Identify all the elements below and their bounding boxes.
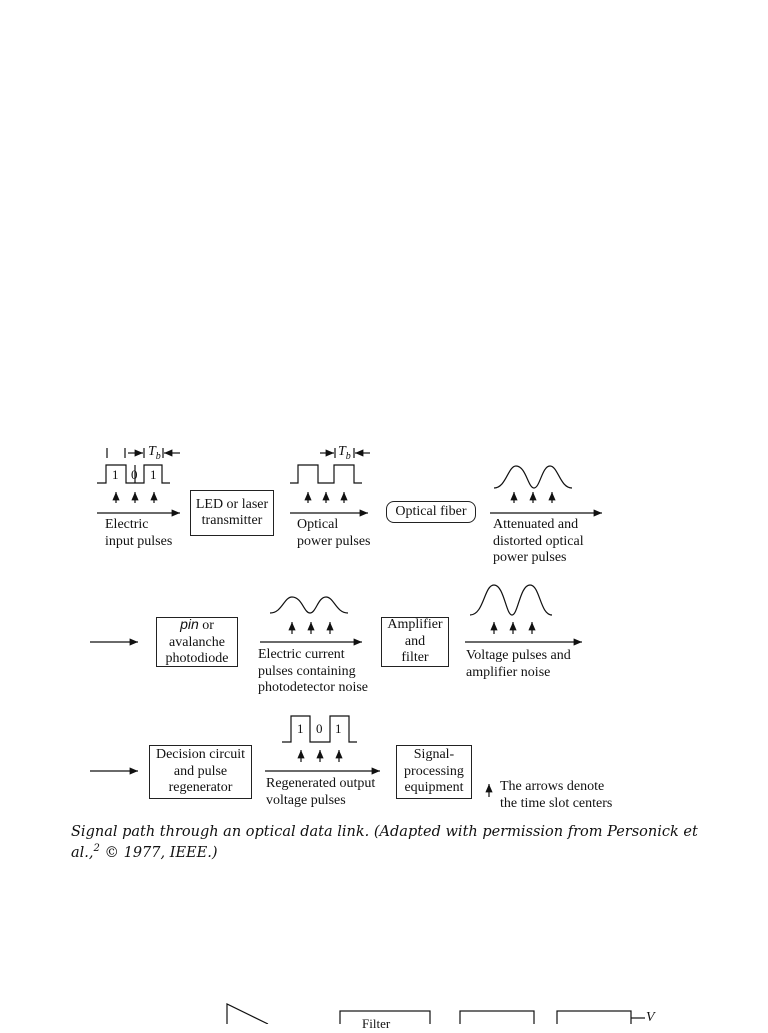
optical-pulses-label: Optical power pulses [297, 517, 371, 549]
current-pulses-label: Electric current pulses containing photodetector noise [258, 647, 369, 695]
input-bit-1: 1 [112, 467, 119, 482]
regenerated-label: Regenerated output voltage pulses [266, 776, 376, 808]
figure-caption: Signal path through an optical data link. (Adapted with permission from Personick et al.,$^2$ © 1977, IEEE.) [71, 824, 698, 861]
bottom-box-3 [557, 1011, 631, 1024]
bottom-v-label: V [646, 1010, 655, 1025]
bottom-filter-label: Filter [362, 1016, 391, 1031]
attenuated-waveform [494, 466, 572, 488]
photodiode-box: pin or avalanche photodiode [156, 617, 238, 667]
amplifier-box: Amplifier and filter [381, 617, 449, 667]
optical-pulse-train [290, 465, 362, 483]
decision-box: Decision circuit and pulse regenerator [149, 745, 252, 799]
transmitter-box: LED or laser transmitter [190, 490, 274, 536]
voltage-pulses-label: Voltage pulses and amplifier noise [466, 648, 571, 680]
legend-label: The arrows denote the time slot centers [500, 779, 613, 811]
attenuated-label: Attenuated and distorted optical power pulses [493, 517, 584, 565]
input-bit-1b: 1 [150, 467, 157, 482]
input-bit-0: 0 [131, 467, 138, 482]
current-waveform [270, 597, 348, 613]
tb-label: $T_b$ [148, 444, 161, 462]
amplifier-triangle-fragment [227, 1004, 268, 1024]
voltage-waveform [470, 585, 552, 615]
regen-bit-1b: 1 [335, 721, 342, 736]
regen-bit-0: 0 [316, 721, 323, 736]
input-pulses-label: Electric input pulses [105, 517, 173, 549]
regen-bit-1: 1 [297, 721, 304, 736]
tb-label-2: $T_b$ [338, 444, 351, 462]
bottom-box-2 [460, 1011, 534, 1024]
optical-fiber-box: Optical fiber [386, 501, 476, 523]
signal-processing-box: Signal- processing equipment [396, 745, 472, 799]
